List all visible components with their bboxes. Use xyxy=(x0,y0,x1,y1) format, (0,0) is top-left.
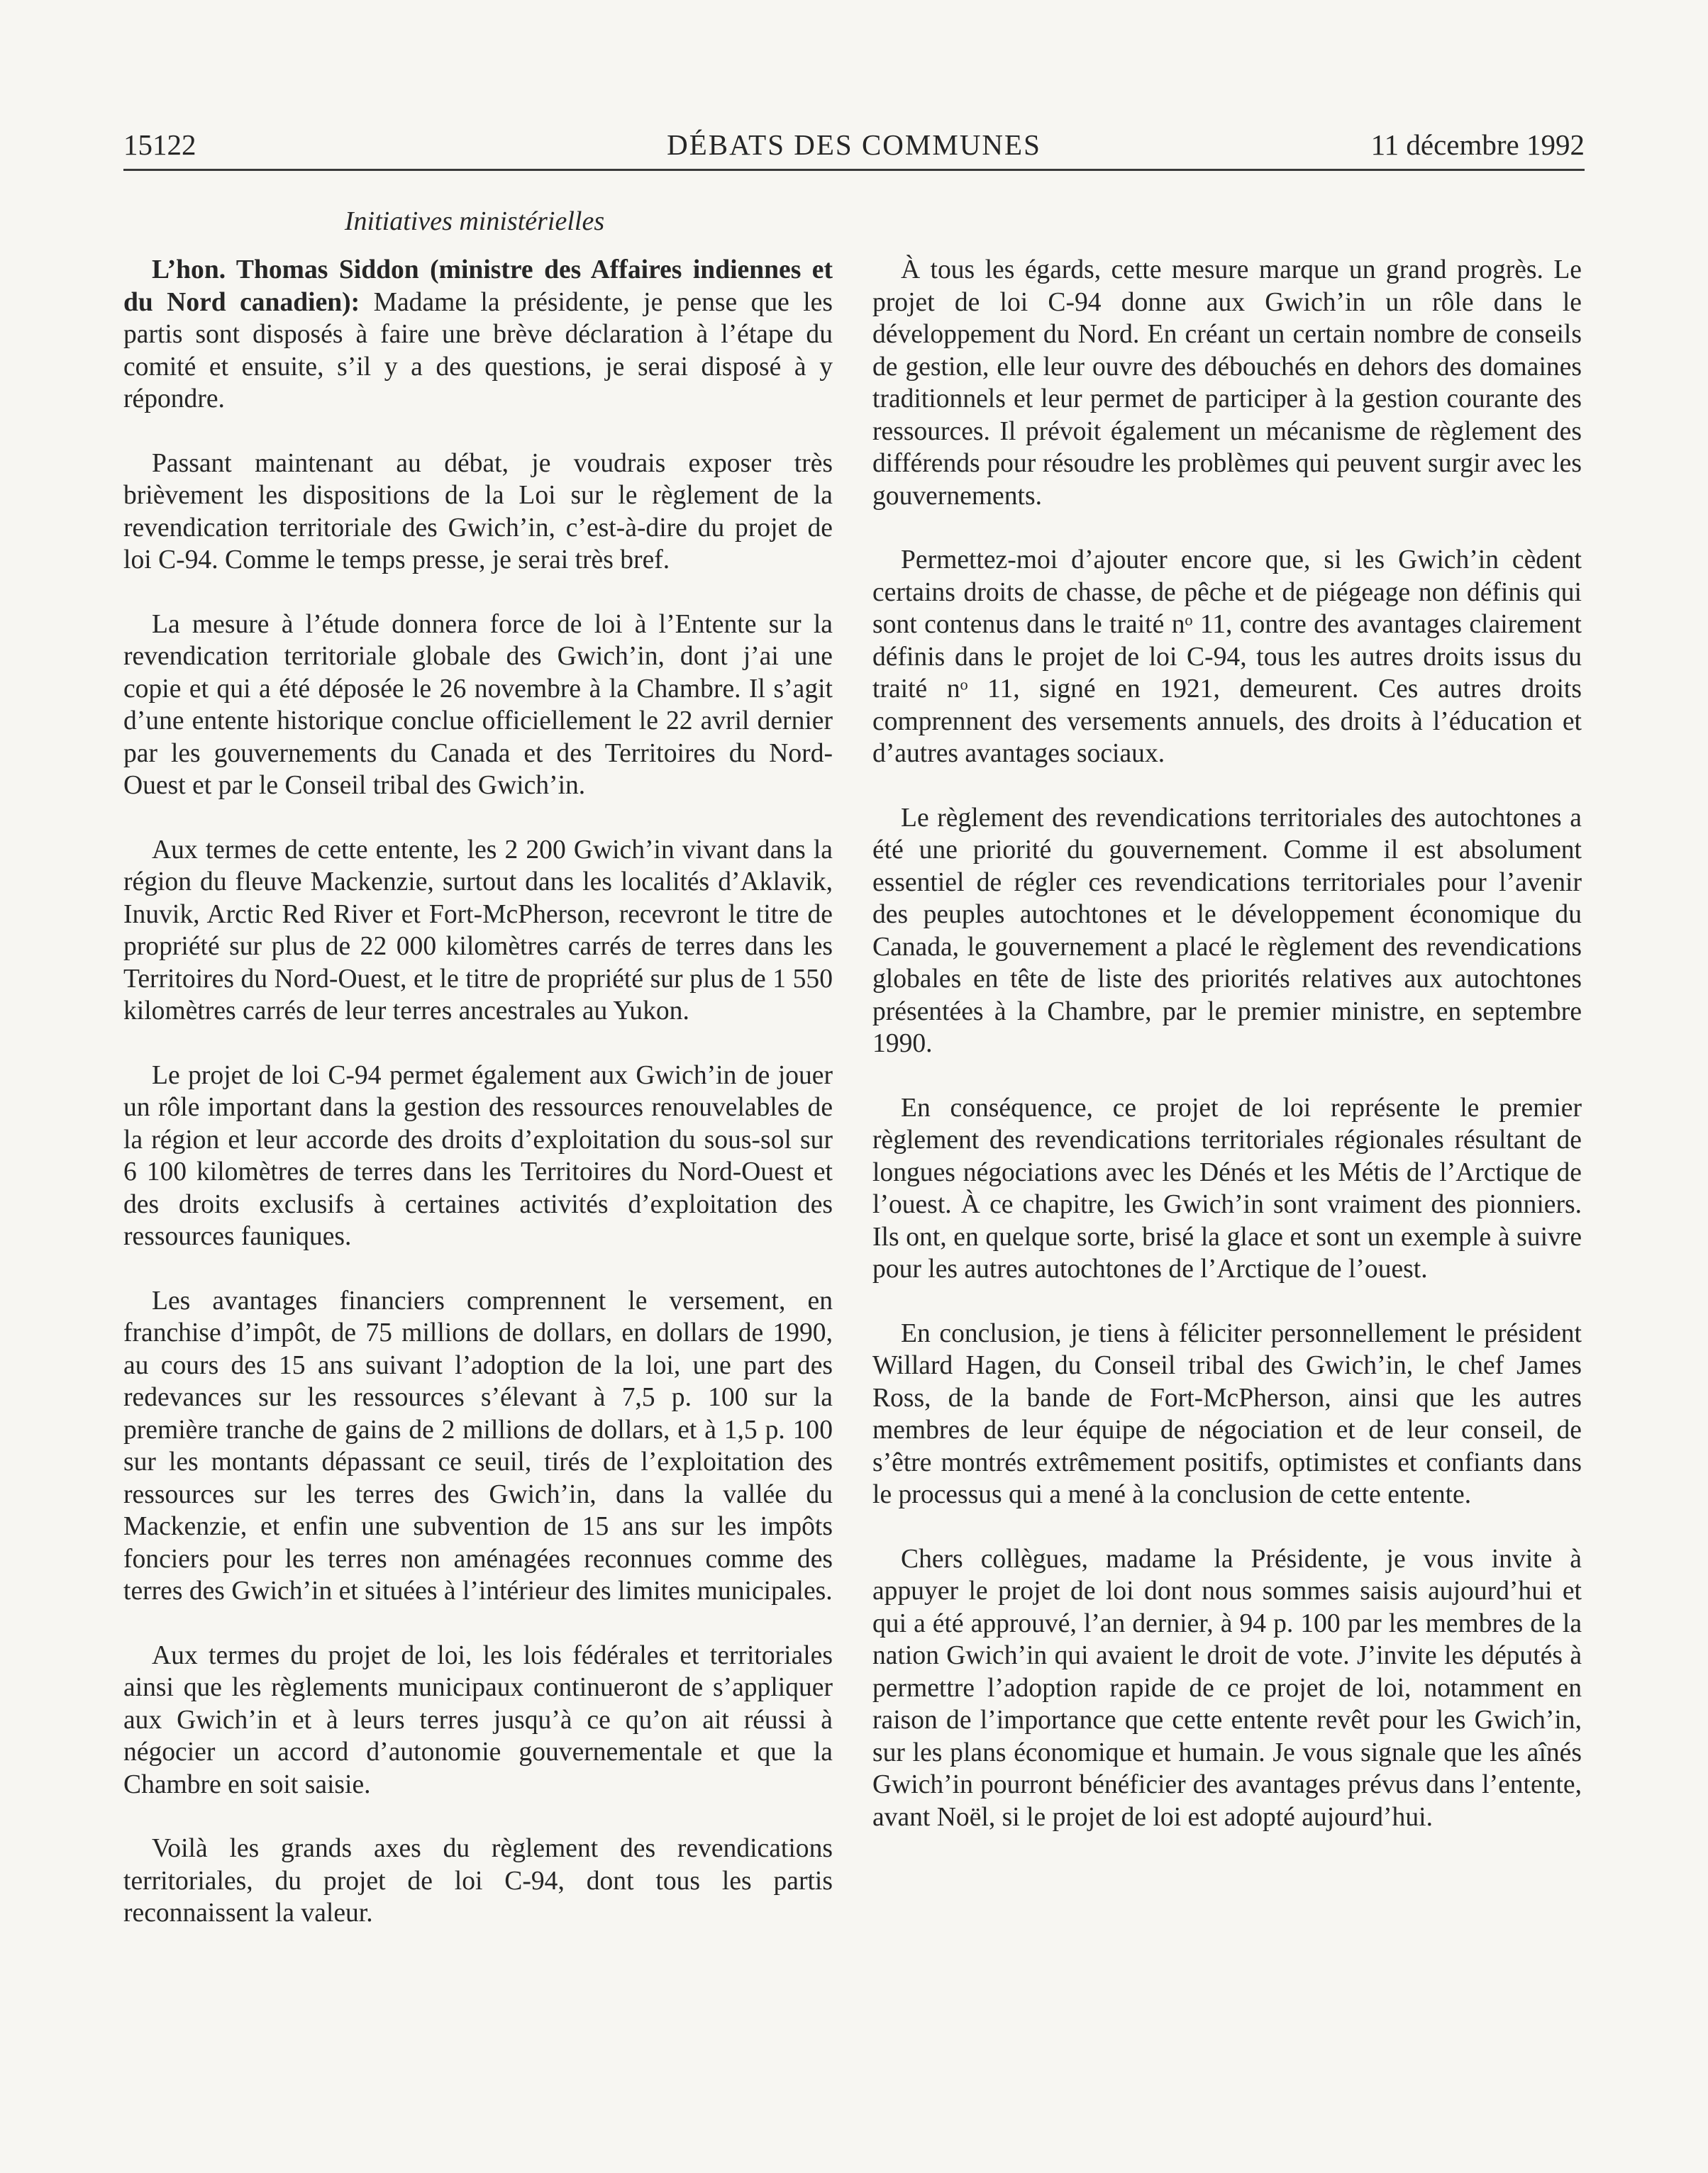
paragraph: Chers collègues, madame la Présidente, je vous invite à appuyer le projet de loi dont nous sommes saisis aujourd’hui et qui a été approuvé, l’an dernier, à 94 p. 100 par les membres de la nation Gwich’in qui avaient le droit de vote. J’invite les députés à permettre l’adoption rapide de ce projet de loi, notamment en raison de l’importance que cette entente revêt pour les Gwich’in, sur les plans économique et humain. Je vous signale que les aînés Gwich’in pourront bénéficier des avantages prévus dans l’entente, avant Noël, si le projet de loi est adopté aujourd’hui. xyxy=(872,1544,1582,1832)
paragraph: Aux termes de cette entente, les 2 200 Gwich’in vivant dans la région du fleuve Mackenzie, surtout dans les localités d’Aklavik, Inuvik, Arctic Red River et Fort-McPherson, recevront le titre de propriété sur plus de 22 000 kilomètres carrés de terres dans les Territoires du Nord-Ouest, et le titre de propriété sur plus de 1 550 kilomètres carrés de leur terres ancestrales au Yukon. xyxy=(123,835,833,1026)
paragraph-text: Madame la présidente, je pense que les partis sont disposés à faire une brève déclaration à l’étape du comité et ensuite, s’il y a des questions, je serai disposé à y répondre. xyxy=(123,287,833,413)
paragraph: Le projet de loi C-94 permet également aux Gwich’in de jouer un rôle important dans la gestion des ressources renouvelables de la région et leur accorde des droits d’exploitation du sous-sol sur 6 100 kilomètres de terres dans les Territoires du Nord-Ouest et des droits exclusifs à certaines activités d’exploitation des ressources fauniques. xyxy=(123,1060,833,1251)
speaker-name: L’hon. Thomas Siddon (ministre des Affaires indiennes et du Nord canadien): xyxy=(123,255,833,317)
paragraph xyxy=(123,254,833,416)
section-title: Initiatives ministérielles xyxy=(344,206,605,236)
paragraph: Les avantages financiers comprennent le versement, en franchise d’impôt, de 75 millions de dollars, en dollars de 1990, au cours des 15 ans suivant l’adoption de la loi, une part des redevances sur les ressources s’élevant à 7,5 p. 100 sur la première tranche de gains de 2 millions de dollars, et à 1,5 p. 100 sur les montants dépassant ce seuil, tirés de l’exploitation des ressources sur les terres des Gwich’in, dans la vallée du Mackenzie, et enfin une subvention de 15 ans sur les impôts fonciers pour les terres non aménagées reconnues comme des terres des Gwich’in et situées à l’intérieur des limites municipales. xyxy=(123,1286,833,1606)
page-header xyxy=(123,125,1585,171)
paragraph: Le règlement des revendications territoriales des autochtones a été une priorité du gouvernement. Comme il est absolument essentiel de régler ces revendications territoriales pour l’avenir des peuples autochtones et le développement économique du Canada, le gouvernement a placé le règlement des revendications globales en tête de liste des priorités relatives aux autochtones présentées à la Chambre, par le premier ministre, en septembre 1990. xyxy=(872,803,1582,1058)
paragraph: À tous les égards, cette mesure marque un grand progrès. Le projet de loi C-94 donne aux Gwich’in un rôle dans le développement du Nord. En créant un certain nombre de conseils de gestion, elle leur ouvre des débouchés en dehors des domaines traditionnels et leur permet de participer à la gestion courante des ressources. Il prévoit également un mécanisme de règlement des différends pour résoudre les problèmes qui peuvent surgir avec les gouvernements. xyxy=(872,255,1582,511)
journal-title: DÉBATS DES COMMUNES xyxy=(667,128,1041,161)
right-column xyxy=(872,254,1582,1865)
paragraph: En conséquence, ce projet de loi représente le premier règlement des revendications territoriales régionales résultant de longues négociations avec les Dénés et les Métis de l’Arctique de l’ouest. À ce chapitre, les Gwich’in sont vraiment des pionniers. Ils ont, en quelque sorte, brisé la glace et sont un exemple à suivre pour les autres autochtones de l’Arctique de l’ouest. xyxy=(872,1093,1582,1284)
paragraph: En conclusion, je tiens à féliciter personnellement le président Willard Hagen, du Conseil tribal des Gwich’in, le chef James Ross, de la bande de Fort-McPherson, ainsi que les autres membres de leur équipe de négociation et de leur conseil, de s’être montrés extrêmement positifs, optimistes et confiants dans le processus qui a mené à la conclusion de cette entente. xyxy=(872,1318,1582,1509)
paragraph: La mesure à l’étude donnera force de loi à l’Entente sur la revendication territoriale globale des Gwich’in, dont j’ai une copie et qui a été déposée le 26 novembre à la Chambre. Il s’agit d’une entente historique conclue officiellement le 22 avril dernier par les gouvernements du Canada et des Territoires du Nord-Ouest et par le Conseil tribal des Gwich’in. xyxy=(123,609,833,800)
page-number: 15122 xyxy=(123,128,196,161)
paragraph: Aux termes du projet de loi, les lois fédérales et territoriales ainsi que les règlements municipaux continueront de s’appliquer aux Gwich’in et à leurs terres jusqu’à ce qu’on ait réussi à négocier un accord d’autonomie gouvernementale et que la Chambre en soit saisie. xyxy=(123,1640,833,1799)
paragraph: Passant maintenant au débat, je voudrais exposer très brièvement les dispositions de la Loi sur le règlement de la revendication territoriale des Gwich’in, c’est-à-dire du projet de loi C-94. Comme le temps presse, je serai très bref. xyxy=(123,448,833,574)
left-column xyxy=(123,254,833,1962)
paragraph: Voilà les grands axes du règlement des revendications territoriales, du projet de loi C-94, dont tous les partis reconnaissent la valeur. xyxy=(123,1834,833,1928)
paragraph: Permettez-moi d’ajouter encore que, si les Gwich’in cèdent certains droits de chasse, de pêche et de piégeage non définis qui sont contenus dans le traité nᵒ 11, contre des avantages clairement définis dans le projet de loi C-94, tous les autres droits issus du traité nᵒ 11, signé en 1921, demeurent. Ces autres droits comprennent des versements annuels, des droits à l’éducation et d’autres avantages sociaux. xyxy=(872,545,1582,768)
header-date: 11 décembre 1992 xyxy=(1370,128,1585,161)
